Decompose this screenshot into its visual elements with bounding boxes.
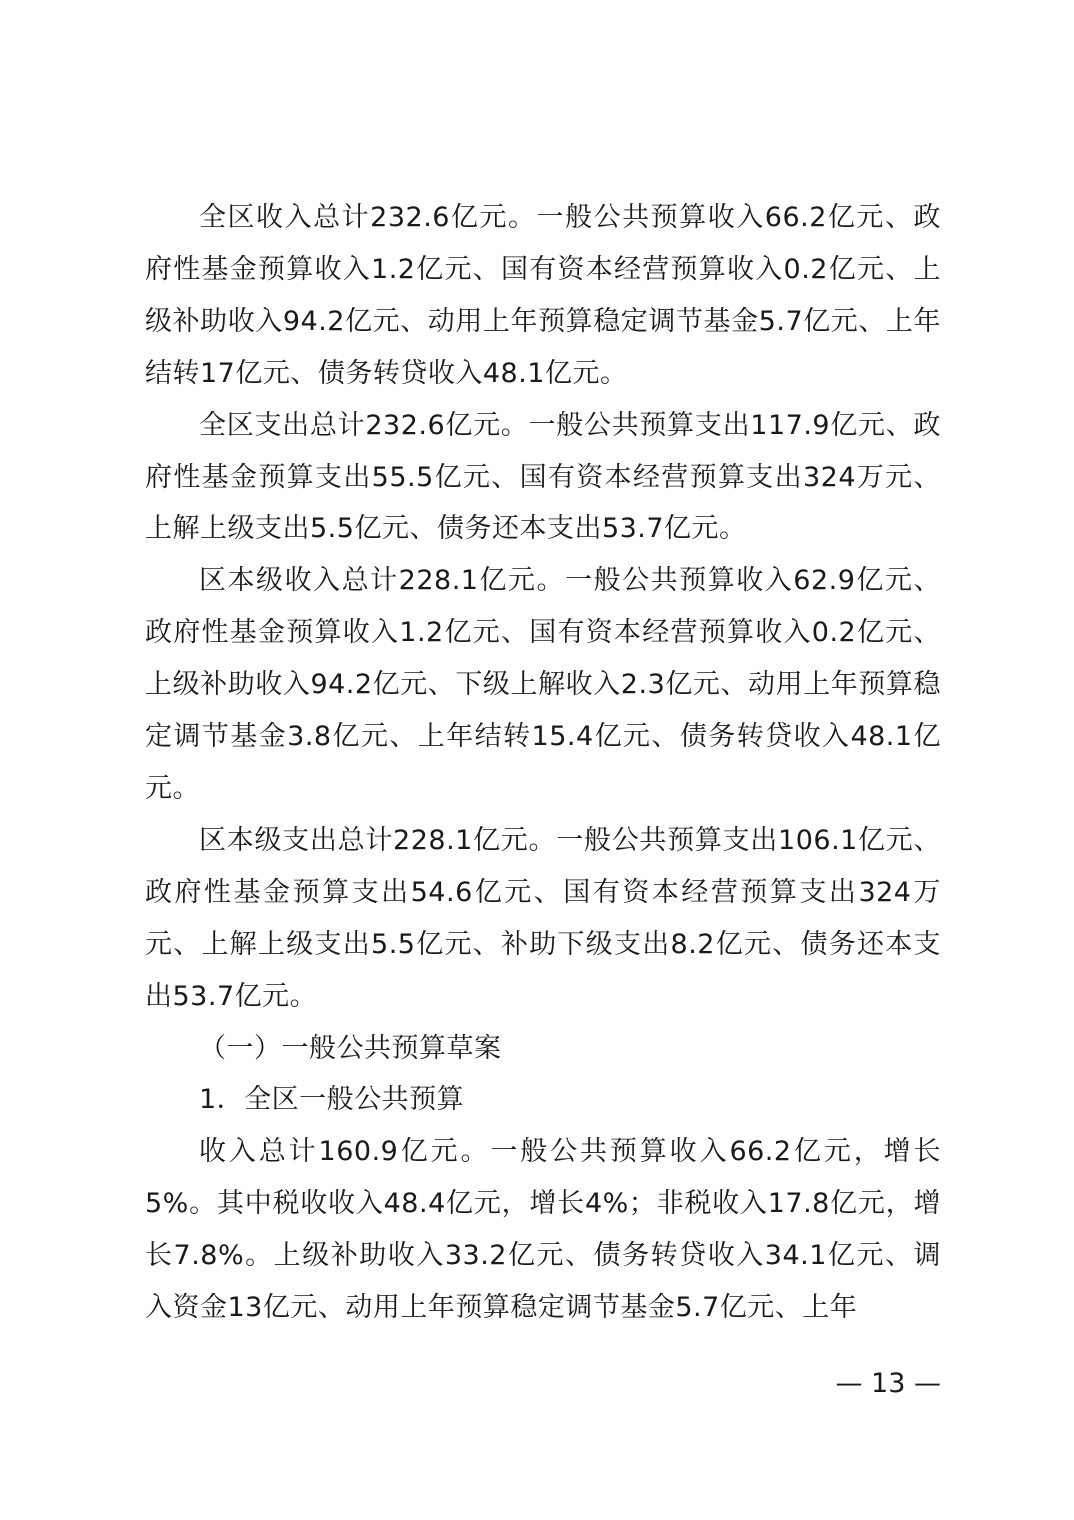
page-number: — 13 — — [835, 1368, 941, 1399]
paragraph-total-expenditure: 全区支出总计232.6亿元。一般公共预算支出117.9亿元、政府性基金预算支出55.5亿元、国有资本经营预算支出324万元、上解上级支出5.5亿元、债务还本支出53.7亿元。 — [145, 409, 941, 545]
paragraph-district-expenditure: 区本级支出总计228.1亿元。一般公共预算支出106.1亿元、政府性基金预算支出54.6亿元、国有资本经营预算支出324万元、上解上级支出5.5亿元、补助下级支出8.2亿元、债务还本支出53.7亿元。 — [145, 824, 941, 1012]
paragraph-general-budget-revenue: 收入总计160.9亿元。一般公共预算收入66.2亿元，增长5%。其中税收收入48.4亿元，增长4%；非税收入17.8亿元，增长7.8%。上级补助收入33.2亿元、债务转贷收入34.1亿元、调入资金13亿元、动用上年预算稳定调节基金5.7亿元、上年 — [145, 1136, 941, 1324]
body-text — [145, 192, 941, 1334]
subsection-heading: 1．全区一般公共预算 — [199, 1084, 465, 1116]
paragraph-total-revenue: 全区收入总计232.6亿元。一般公共预算收入66.2亿元、政府性基金预算收入1.2亿元、国有资本经营预算收入0.2亿元、上级补助收入94.2亿元、动用上年预算稳定调节基金5.7亿元、上年结转17亿元、债务转贷收入48.1亿元。 — [145, 202, 941, 389]
paragraph-district-revenue: 区本级收入总计228.1亿元。一般公共预算收入62.9亿元、政府性基金预算收入1.2亿元、国有资本经营预算收入0.2亿元、上级补助收入94.2亿元、下级上解收入2.3亿元、动用上年预算稳定调节基金3.8亿元、上年结转15.4亿元、债务转贷收入48.1亿元。 — [145, 565, 941, 804]
section-heading: （一）一般公共预算草案 — [199, 1032, 502, 1064]
